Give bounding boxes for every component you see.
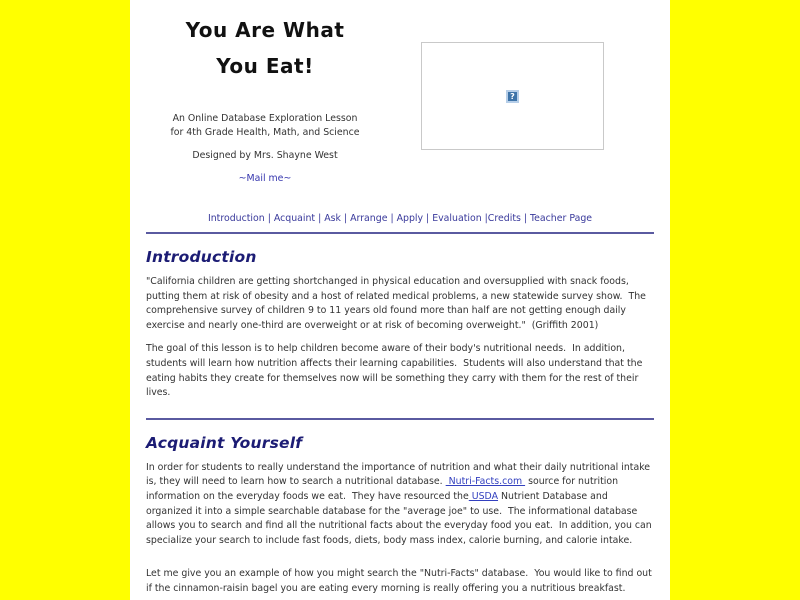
nav-link-evaluation[interactable]: Evaluation (432, 213, 482, 224)
nutri-facts-link[interactable]: Nutri-Facts.com (445, 476, 526, 488)
section-divider (146, 418, 654, 420)
nav-link-acquaint[interactable]: Acquaint (273, 213, 316, 224)
section-heading-acquaint: Acquaint Yourself (146, 433, 303, 452)
nav-link-ask[interactable]: Ask (324, 213, 341, 224)
nav-link-credits[interactable]: Credits (487, 213, 521, 224)
nav-link-arrange[interactable]: Arrange (350, 213, 388, 224)
section-acquaint (130, 434, 670, 597)
header-image-placeholder (421, 42, 604, 150)
page-title-line1: You Are What (185, 18, 345, 42)
introduction-paragraph-1: "California children are getting shortchanged in physical education and oversupplied with snack foods, putting them at risk of obesity and a host of related medical problems, a new statewide survey show. The comprehensive survey of children 9 to 11 years old found more than half are not getting enough daily exercise and nearly one-third are overweight or at risk of becoming overweight." (Griffith 2001) (146, 276, 649, 331)
acquaint-paragraph-2: Let me give you an example of how you might search the "Nutri-Facts" database. You would like to find out if the cinnamon-raisin bagel you are eating every morning is really offering you a nutritious breakfast. (146, 568, 655, 594)
acquaint-text-run: Nutrient Database and organized it into a simple searchable database for the "average joe" to use. The informational database allows you to search and find all the nutritional facts about the everyday food you eat. In addition, you can specialize your search to include fast foods, diets, body mass index, calorie burning, and calorie intake. (146, 490, 655, 546)
page-header (130, 0, 670, 200)
subtitle (130, 112, 400, 140)
section-heading-introduction: Introduction (146, 248, 257, 266)
subtitle-line1: An Online Database Exploration Lesson (172, 113, 358, 124)
mail-me-link[interactable]: ~Mail me~ (238, 173, 292, 184)
nav-separator: | (481, 213, 488, 224)
mail-link-wrapper (130, 173, 400, 184)
nav-link-teacher-page[interactable]: Teacher Page (530, 213, 593, 224)
nav-separator: | (264, 213, 274, 224)
nav-separator: | (340, 213, 351, 224)
introduction-paragraph-2: The goal of this lesson is to help children become aware of their body's nutritional needs. In addition, students will learn how nutrition affects their learning capabilities. Students will also understand that the eating habits they create for themselves now will be something they carry with them for the rest of their lives. (146, 343, 646, 399)
nav-link-apply[interactable]: Apply (396, 213, 424, 224)
broken-image-icon: ? (506, 90, 519, 103)
nav-separator: | (315, 213, 325, 224)
nav-separator: | (423, 213, 433, 224)
byline: Designed by Mrs. Shayne West (192, 150, 338, 161)
page-title (130, 12, 400, 84)
page-title-line2: You Eat! (216, 54, 314, 78)
usda-link[interactable]: USDA (468, 490, 499, 502)
subtitle-line2: for 4th Grade Health, Math, and Science (170, 127, 360, 138)
nav-separator: | (387, 213, 397, 224)
section-divider (146, 232, 654, 234)
header-left-column (130, 0, 400, 184)
main-nav (130, 212, 670, 225)
nav-separator: | (520, 213, 530, 224)
nav-link-introduction[interactable]: Introduction (207, 213, 265, 224)
acquaint-paragraph-1 (146, 461, 654, 549)
acquaint-text-run: source for nutrition information on the everyday foods we eat. They have resourced the (146, 476, 622, 502)
page-content (130, 0, 670, 600)
acquaint-text-run: In order for students to really understand the importance of nutrition and what their daily nutritional intake is, they will need to learn how to search a nutritional database. (146, 461, 654, 488)
section-introduction (130, 248, 670, 401)
